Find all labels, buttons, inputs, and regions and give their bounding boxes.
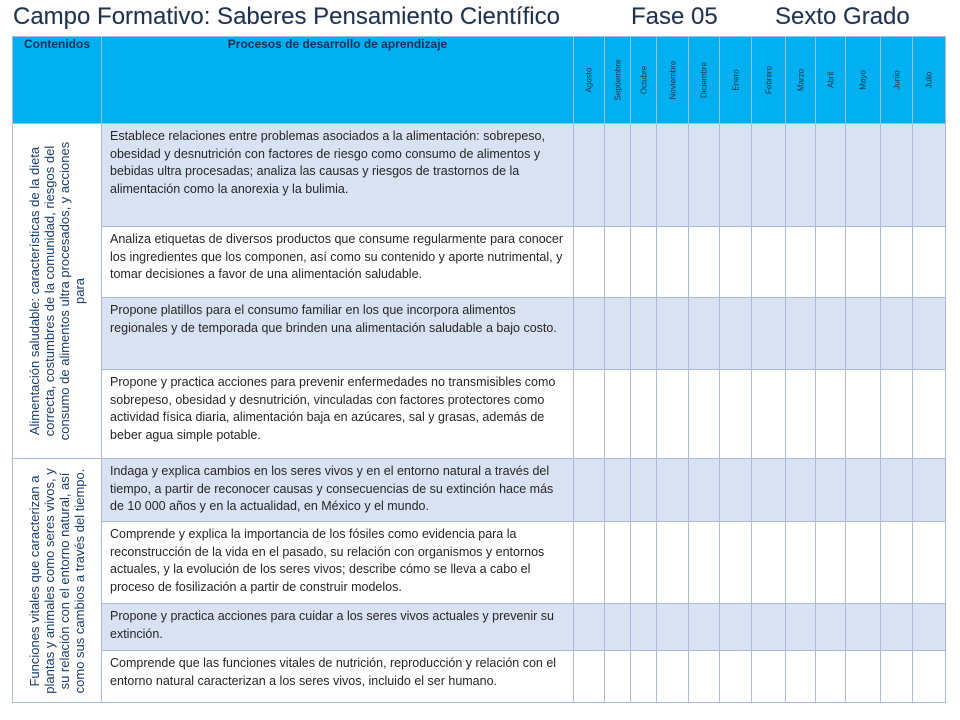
month-check-cell[interactable] xyxy=(846,459,881,522)
month-check-cell[interactable] xyxy=(881,227,913,298)
month-label: Febrero xyxy=(764,65,773,95)
month-header xyxy=(689,37,720,124)
month-header xyxy=(574,37,605,124)
month-check-cell[interactable] xyxy=(631,604,657,651)
month-check-cell[interactable] xyxy=(720,124,752,227)
month-header xyxy=(720,37,752,124)
month-check-cell[interactable] xyxy=(631,370,657,459)
month-check-cell[interactable] xyxy=(720,227,752,298)
month-check-cell[interactable] xyxy=(846,522,881,604)
month-check-cell[interactable] xyxy=(913,227,946,298)
month-check-cell[interactable] xyxy=(752,522,786,604)
month-check-cell[interactable] xyxy=(657,459,689,522)
month-check-cell[interactable] xyxy=(881,124,913,227)
proceso-cell xyxy=(102,651,574,703)
month-check-cell[interactable] xyxy=(689,370,720,459)
month-check-cell[interactable] xyxy=(913,459,946,522)
month-header xyxy=(631,37,657,124)
month-check-cell[interactable] xyxy=(689,459,720,522)
month-label: Diciembre xyxy=(699,61,709,99)
month-check-cell[interactable] xyxy=(657,298,689,370)
table-row xyxy=(13,651,946,703)
month-label: Marzo xyxy=(796,68,805,92)
month-check-cell[interactable] xyxy=(846,370,881,459)
month-check-cell[interactable] xyxy=(574,604,605,651)
table-row xyxy=(13,227,946,298)
month-check-cell[interactable] xyxy=(752,370,786,459)
table-row xyxy=(13,604,946,651)
month-check-cell[interactable] xyxy=(605,370,631,459)
table-row xyxy=(13,370,946,459)
month-check-cell[interactable] xyxy=(689,298,720,370)
month-check-cell[interactable] xyxy=(786,522,816,604)
month-check-cell[interactable] xyxy=(816,370,846,459)
proceso-text: Indaga y explica cambios en los seres vivos y en el entorno natural a través del tiempo, a partir de reconocer causas y consecuencias de su extinción hace más de 10 000 años y en la actualidad, en México y el mundo. xyxy=(110,464,554,513)
month-header xyxy=(913,37,946,124)
month-check-cell[interactable] xyxy=(913,522,946,604)
table-row xyxy=(13,124,946,227)
month-check-cell[interactable] xyxy=(752,227,786,298)
proceso-text: Propone y practica acciones para prevenir enfermedades no transmisibles como sobrepeso, obesidad y desnutrición, vinculadas con factores protectores como actividad física diaria, alimentación baja en azúcares, sal y grasas, además de beber agua simple potable. xyxy=(110,375,556,442)
month-check-cell[interactable] xyxy=(631,459,657,522)
grade-label: Sexto Grado xyxy=(775,3,910,30)
month-check-cell[interactable] xyxy=(846,298,881,370)
month-check-cell[interactable] xyxy=(846,124,881,227)
month-check-cell[interactable] xyxy=(657,522,689,604)
month-check-cell[interactable] xyxy=(631,298,657,370)
proceso-text: Analiza etiquetas de diversos productos que consume regularmente para conocer los ingredientes que los componen, así como su contenido y aporte nutrimental, y tomar decisiones a favor de una alimentación saludable. xyxy=(110,232,564,281)
month-check-cell[interactable] xyxy=(657,651,689,703)
month-check-cell[interactable] xyxy=(689,124,720,227)
proceso-text: Propone y practica acciones para cuidar a los seres vivos actuales y prevenir su extinción. xyxy=(110,609,554,641)
month-check-cell[interactable] xyxy=(605,459,631,522)
month-check-cell[interactable] xyxy=(881,522,913,604)
month-check-cell[interactable] xyxy=(913,298,946,370)
month-header xyxy=(846,37,881,124)
phase-label: Fase 05 xyxy=(631,3,718,30)
month-check-cell[interactable] xyxy=(720,298,752,370)
month-check-cell[interactable] xyxy=(881,651,913,703)
month-label: Mayo xyxy=(858,70,868,90)
table-row xyxy=(13,459,946,522)
month-check-cell[interactable] xyxy=(605,604,631,651)
table-row xyxy=(13,522,946,604)
month-check-cell[interactable] xyxy=(752,459,786,522)
month-check-cell[interactable] xyxy=(720,459,752,522)
proceso-text: Comprende que las funciones vitales de nutrición, reproducción y relación con el entorno natural caracterizan a los seres vivos, incluido el ser humano. xyxy=(110,656,557,688)
month-check-cell[interactable] xyxy=(720,370,752,459)
month-check-cell[interactable] xyxy=(752,604,786,651)
month-header xyxy=(786,37,816,124)
month-check-cell[interactable] xyxy=(657,227,689,298)
month-check-cell[interactable] xyxy=(605,651,631,703)
month-check-cell[interactable] xyxy=(913,651,946,703)
month-check-cell[interactable] xyxy=(631,227,657,298)
month-check-cell[interactable] xyxy=(605,298,631,370)
proceso-cell xyxy=(102,298,574,370)
month-check-cell[interactable] xyxy=(605,124,631,227)
month-check-cell[interactable] xyxy=(574,227,605,298)
month-check-cell[interactable] xyxy=(689,227,720,298)
month-check-cell[interactable] xyxy=(631,651,657,703)
month-header xyxy=(816,37,846,124)
month-check-cell[interactable] xyxy=(689,522,720,604)
proceso-cell xyxy=(102,604,574,651)
month-check-cell[interactable] xyxy=(752,298,786,370)
month-label: Enero xyxy=(731,69,740,91)
month-check-cell[interactable] xyxy=(574,124,605,227)
month-header xyxy=(657,37,689,124)
proceso-cell xyxy=(102,459,574,522)
month-check-cell[interactable] xyxy=(657,604,689,651)
month-check-cell[interactable] xyxy=(720,604,752,651)
month-check-cell[interactable] xyxy=(913,604,946,651)
month-header xyxy=(605,37,631,124)
month-label: Abril xyxy=(826,71,835,89)
month-check-cell[interactable] xyxy=(786,370,816,459)
proceso-cell xyxy=(102,124,574,227)
month-header xyxy=(752,37,786,124)
month-check-cell[interactable] xyxy=(720,522,752,604)
month-check-cell[interactable] xyxy=(689,604,720,651)
month-label: Octubre xyxy=(639,65,648,95)
month-check-cell[interactable] xyxy=(913,370,946,459)
month-check-cell[interactable] xyxy=(657,124,689,227)
month-header xyxy=(881,37,913,124)
month-label: Septiembre xyxy=(613,59,622,101)
month-check-cell[interactable] xyxy=(574,370,605,459)
month-check-cell[interactable] xyxy=(816,651,846,703)
proceso-text: Comprende y explica la importancia de los fósiles como evidencia para la reconstrucción de la vida en el pasado, su relación con organismos y entornos actuales, y la evolución de los seres vivos; describe cómo se lleva a cabo el proceso de fosilización a partir de construir modelos. xyxy=(110,527,545,594)
month-label: Agosto xyxy=(584,67,594,93)
month-check-cell[interactable] xyxy=(631,522,657,604)
header-procesos: Procesos de desarrollo de aprendizaje xyxy=(102,37,574,124)
page-title: Campo Formativo: Saberes Pensamiento Científico xyxy=(13,3,560,30)
month-check-cell[interactable] xyxy=(631,124,657,227)
month-check-cell[interactable] xyxy=(846,604,881,651)
month-check-cell[interactable] xyxy=(752,124,786,227)
month-check-cell[interactable] xyxy=(881,370,913,459)
header-row xyxy=(13,37,946,124)
month-check-cell[interactable] xyxy=(786,604,816,651)
month-check-cell[interactable] xyxy=(786,459,816,522)
contenido-cell xyxy=(13,124,102,459)
month-check-cell[interactable] xyxy=(574,459,605,522)
month-label: Junio xyxy=(892,70,901,90)
month-check-cell[interactable] xyxy=(786,298,816,370)
proceso-cell xyxy=(102,227,574,298)
contenido-text: Funciones vitales que caracterizan a plantas y animales como seres vivos, y su relación con el entorno natural, así como sus cambios a través del tiempo. xyxy=(27,467,87,694)
contenido-text: Alimentación saludable: características de la dieta correcta, costumbres de la comunidad, riesgos del consumo de alimentos ultra procesados, y acciones para xyxy=(27,141,87,441)
contenido-cell xyxy=(13,459,102,703)
month-check-cell[interactable] xyxy=(605,522,631,604)
month-check-cell[interactable] xyxy=(816,522,846,604)
proceso-cell xyxy=(102,370,574,459)
month-check-cell[interactable] xyxy=(816,298,846,370)
month-check-cell[interactable] xyxy=(816,124,846,227)
month-check-cell[interactable] xyxy=(574,522,605,604)
title-bar xyxy=(0,0,960,36)
month-check-cell[interactable] xyxy=(913,124,946,227)
month-check-cell[interactable] xyxy=(786,227,816,298)
month-check-cell[interactable] xyxy=(574,651,605,703)
table-row xyxy=(13,298,946,370)
month-check-cell[interactable] xyxy=(574,298,605,370)
month-label: Julio xyxy=(924,71,934,89)
month-check-cell[interactable] xyxy=(816,604,846,651)
header-contenidos: Contenidos xyxy=(13,37,102,124)
month-check-cell[interactable] xyxy=(846,227,881,298)
month-check-cell[interactable] xyxy=(786,651,816,703)
month-check-cell[interactable] xyxy=(846,651,881,703)
month-check-cell[interactable] xyxy=(786,124,816,227)
month-check-cell[interactable] xyxy=(689,651,720,703)
month-check-cell[interactable] xyxy=(881,298,913,370)
month-check-cell[interactable] xyxy=(605,227,631,298)
planning-table xyxy=(12,36,946,703)
month-check-cell[interactable] xyxy=(881,459,913,522)
month-check-cell[interactable] xyxy=(816,459,846,522)
month-check-cell[interactable] xyxy=(881,604,913,651)
proceso-text: Establece relaciones entre problemas asociados a la alimentación: sobrepeso, obesidad y desnutrición con factores de riesgo como consumo de alimentos y bebidas ultra procesadas; analiza las causas y riesgos de trastornos de la alimentación como la anorexia y la bulimia. xyxy=(110,129,545,196)
month-check-cell[interactable] xyxy=(752,651,786,703)
month-check-cell[interactable] xyxy=(816,227,846,298)
month-label: Noviembre xyxy=(668,60,677,100)
month-check-cell[interactable] xyxy=(657,370,689,459)
proceso-cell xyxy=(102,522,574,604)
month-check-cell[interactable] xyxy=(720,651,752,703)
proceso-text: Propone platillos para el consumo familiar en los que incorpora alimentos regionales y de temporada que brinden una alimentación saludable a bajo costo. xyxy=(110,303,557,335)
